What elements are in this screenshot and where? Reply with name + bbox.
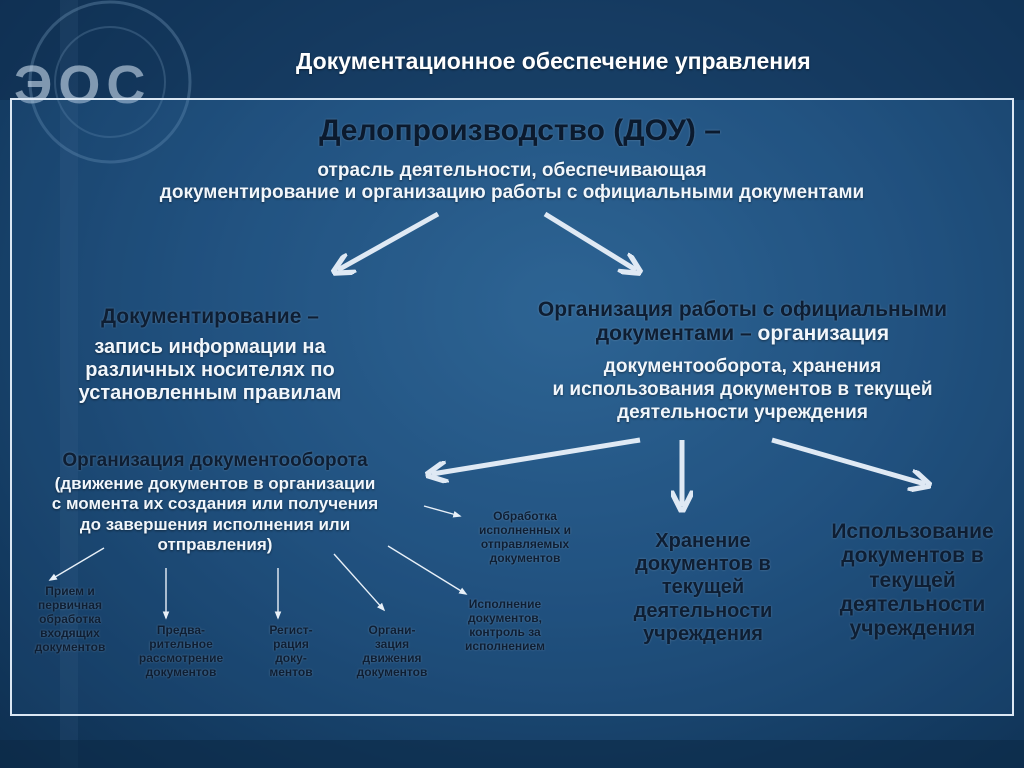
movement-item: Органи- зация движения документов [356,623,428,679]
documenting-definition: запись информации на различных носителях по установленным правилам [78,336,342,405]
doc-management-definition: отрасль деятельности, обеспечивающая документирование и организацию работы с официальными документами [159,160,865,204]
documenting-heading: Документирование – [101,305,319,328]
execution-item: Исполнение документов, контроль за исполнением [465,597,545,653]
workflow-heading: Организация документооборота [62,450,368,471]
page-title: Документационное обеспечение управления [296,48,811,74]
work-organization-heading-text: Организация работы с официальными документами – [537,298,948,346]
work-organization-definition: документооборота, хранения и использования документов в текущей деятельности учреждения [552,356,933,423]
reception-item: Прием и первичная обработка входящих документов [34,584,106,654]
usage-item: Использование документов в текущей деятельности учреждения [831,520,994,641]
doc-management-heading: Делопроизводство (ДОУ) – [319,114,721,147]
work-organization-heading [470,298,1015,347]
storage-item: Хранение документов в текущей деятельности учреждения [633,530,773,645]
registration-item: Регист- рация доку- ментов [269,623,313,679]
workflow-definition: (движение документов в организации с момента их создания или получения до завершения исполнения или отправления) [51,474,379,555]
processing-item: Обработка исполненных и отправляемых документов [478,509,571,565]
eos-logo: ЭОС [14,55,152,115]
work-organization-inline: организация [751,322,890,346]
review-item: Предва- рительное рассмотрение документов [138,623,224,679]
